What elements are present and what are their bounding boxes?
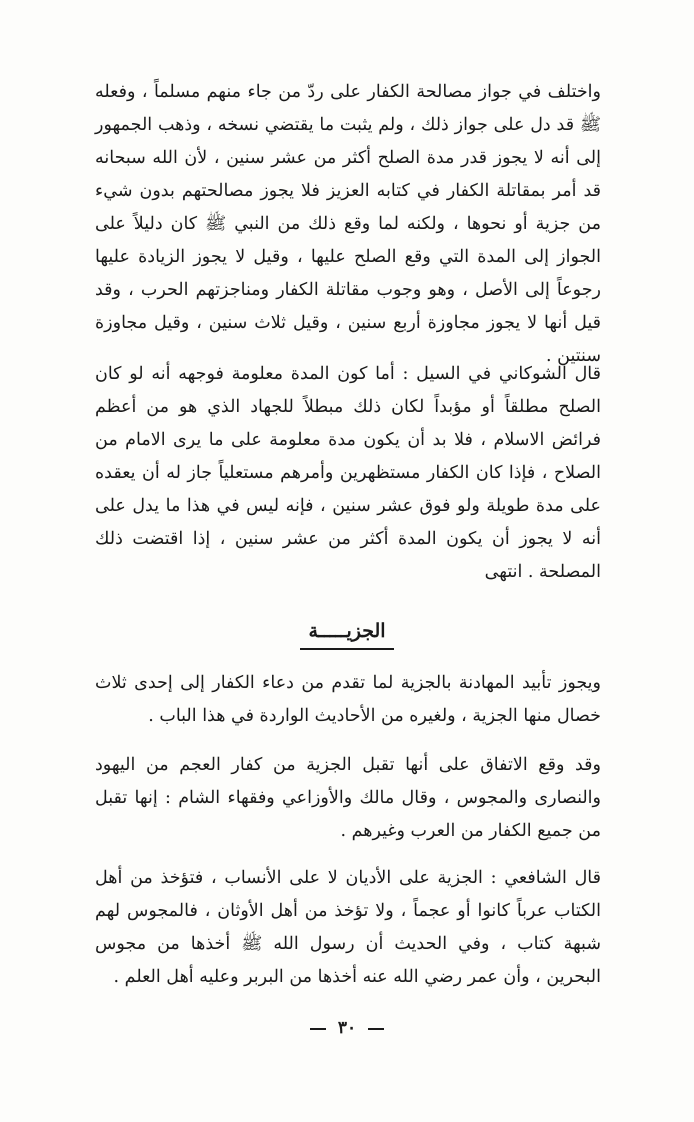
section-heading xyxy=(0,616,694,650)
section-heading-text: الجزيـــــة xyxy=(300,616,393,650)
paragraph-jizya-truce: ويجوز تأبيد المهادنة بالجزية لما تقدم من دعاء الكفار إلى إحدى ثلاث خصال منها الجزية ، ولغيره من الأحاديث الواردة في هذا الباب . xyxy=(95,673,601,726)
paragraph-shafii-quote: قال الشافعي : الجزية على الأديان لا على الأنساب ، فتؤخذ من أهل الكتاب عرباً كانوا أو عجماً ، ولا تؤخذ من أهل الأوثان ، فالمجوس لهم شبهة كتاب ، وفي الحديث أن رسول الله ﷺ أخذها من مجوس البحرين ، وأن عمر رضي الله عنه أخذها من البربر وعليه أهل العلم . xyxy=(95,868,601,987)
page-number-dash-left xyxy=(368,1028,384,1030)
page-number-dash-right xyxy=(310,1028,326,1030)
page-number xyxy=(0,1014,694,1042)
page-number-value: ٣٠ xyxy=(337,1018,357,1038)
paragraph-truce-duration: واختلف في جواز مصالحة الكفار على ردّ من جاء منهم مسلماً ، وفعله ﷺ قد دل على جواز ذلك ، ولم يثبت ما يقتضي نسخه ، وذهب الجمهور إلى أنه لا يجوز قدر مدة الصلح أكثر من عشر سنين ، لأن الله سبحانه قد أمر بمقاتلة الكفار في كتابه العزيز فلا يجوز مصالحتهم بدون شيء من جزية أو نحوها ، ولكنه لما وقع ذلك من النبي ﷺ كان دليلاً على الجواز إلى المدة التي وقع الصلح عليها ، وقيل لا يجوز الزيادة عليها رجوعاً إلى الأصل ، وهو وجوب مقاتلة الكفار ومناجزتهم الحرب ، وقد قيل أنها لا يجوز مجاوزة أربع سنين ، وقيل ثلاث سنين ، وقيل مجاوزة سنتين . xyxy=(95,82,601,366)
paragraph-jizya-agreement: وقد وقع الاتفاق على أنها تقبل الجزية من كفار العجم من اليهود والنصارى والمجوس ، وقال مالك والأوزاعي وفقهاء الشام : إنها تقبل من جميع الكفار من العرب وغيرهم . xyxy=(95,755,601,841)
paragraph-shawkani-quote: قال الشوكاني في السيل : أما كون المدة معلومة فوجهه أنه لو كان الصلح مطلقاً أو مؤبداً لكان ذلك مبطلاً للجهاد الذي هو من أعظم فرائض الاسلام ، فلا بد أن يكون مدة معلومة على ما يرى الامام من الصلاح ، فإذا كان الكفار مستظهرين وأمرهم مستعلياً جاز له أن يعقده على مدة طويلة ولو فوق عشر سنين ، فإنه ليس في هذا ما يدل على أنه لا يجوز أن يكون المدة أكثر من عشر سنين ، إذا اقتضت ذلك المصلحة . انتهى xyxy=(95,364,601,582)
